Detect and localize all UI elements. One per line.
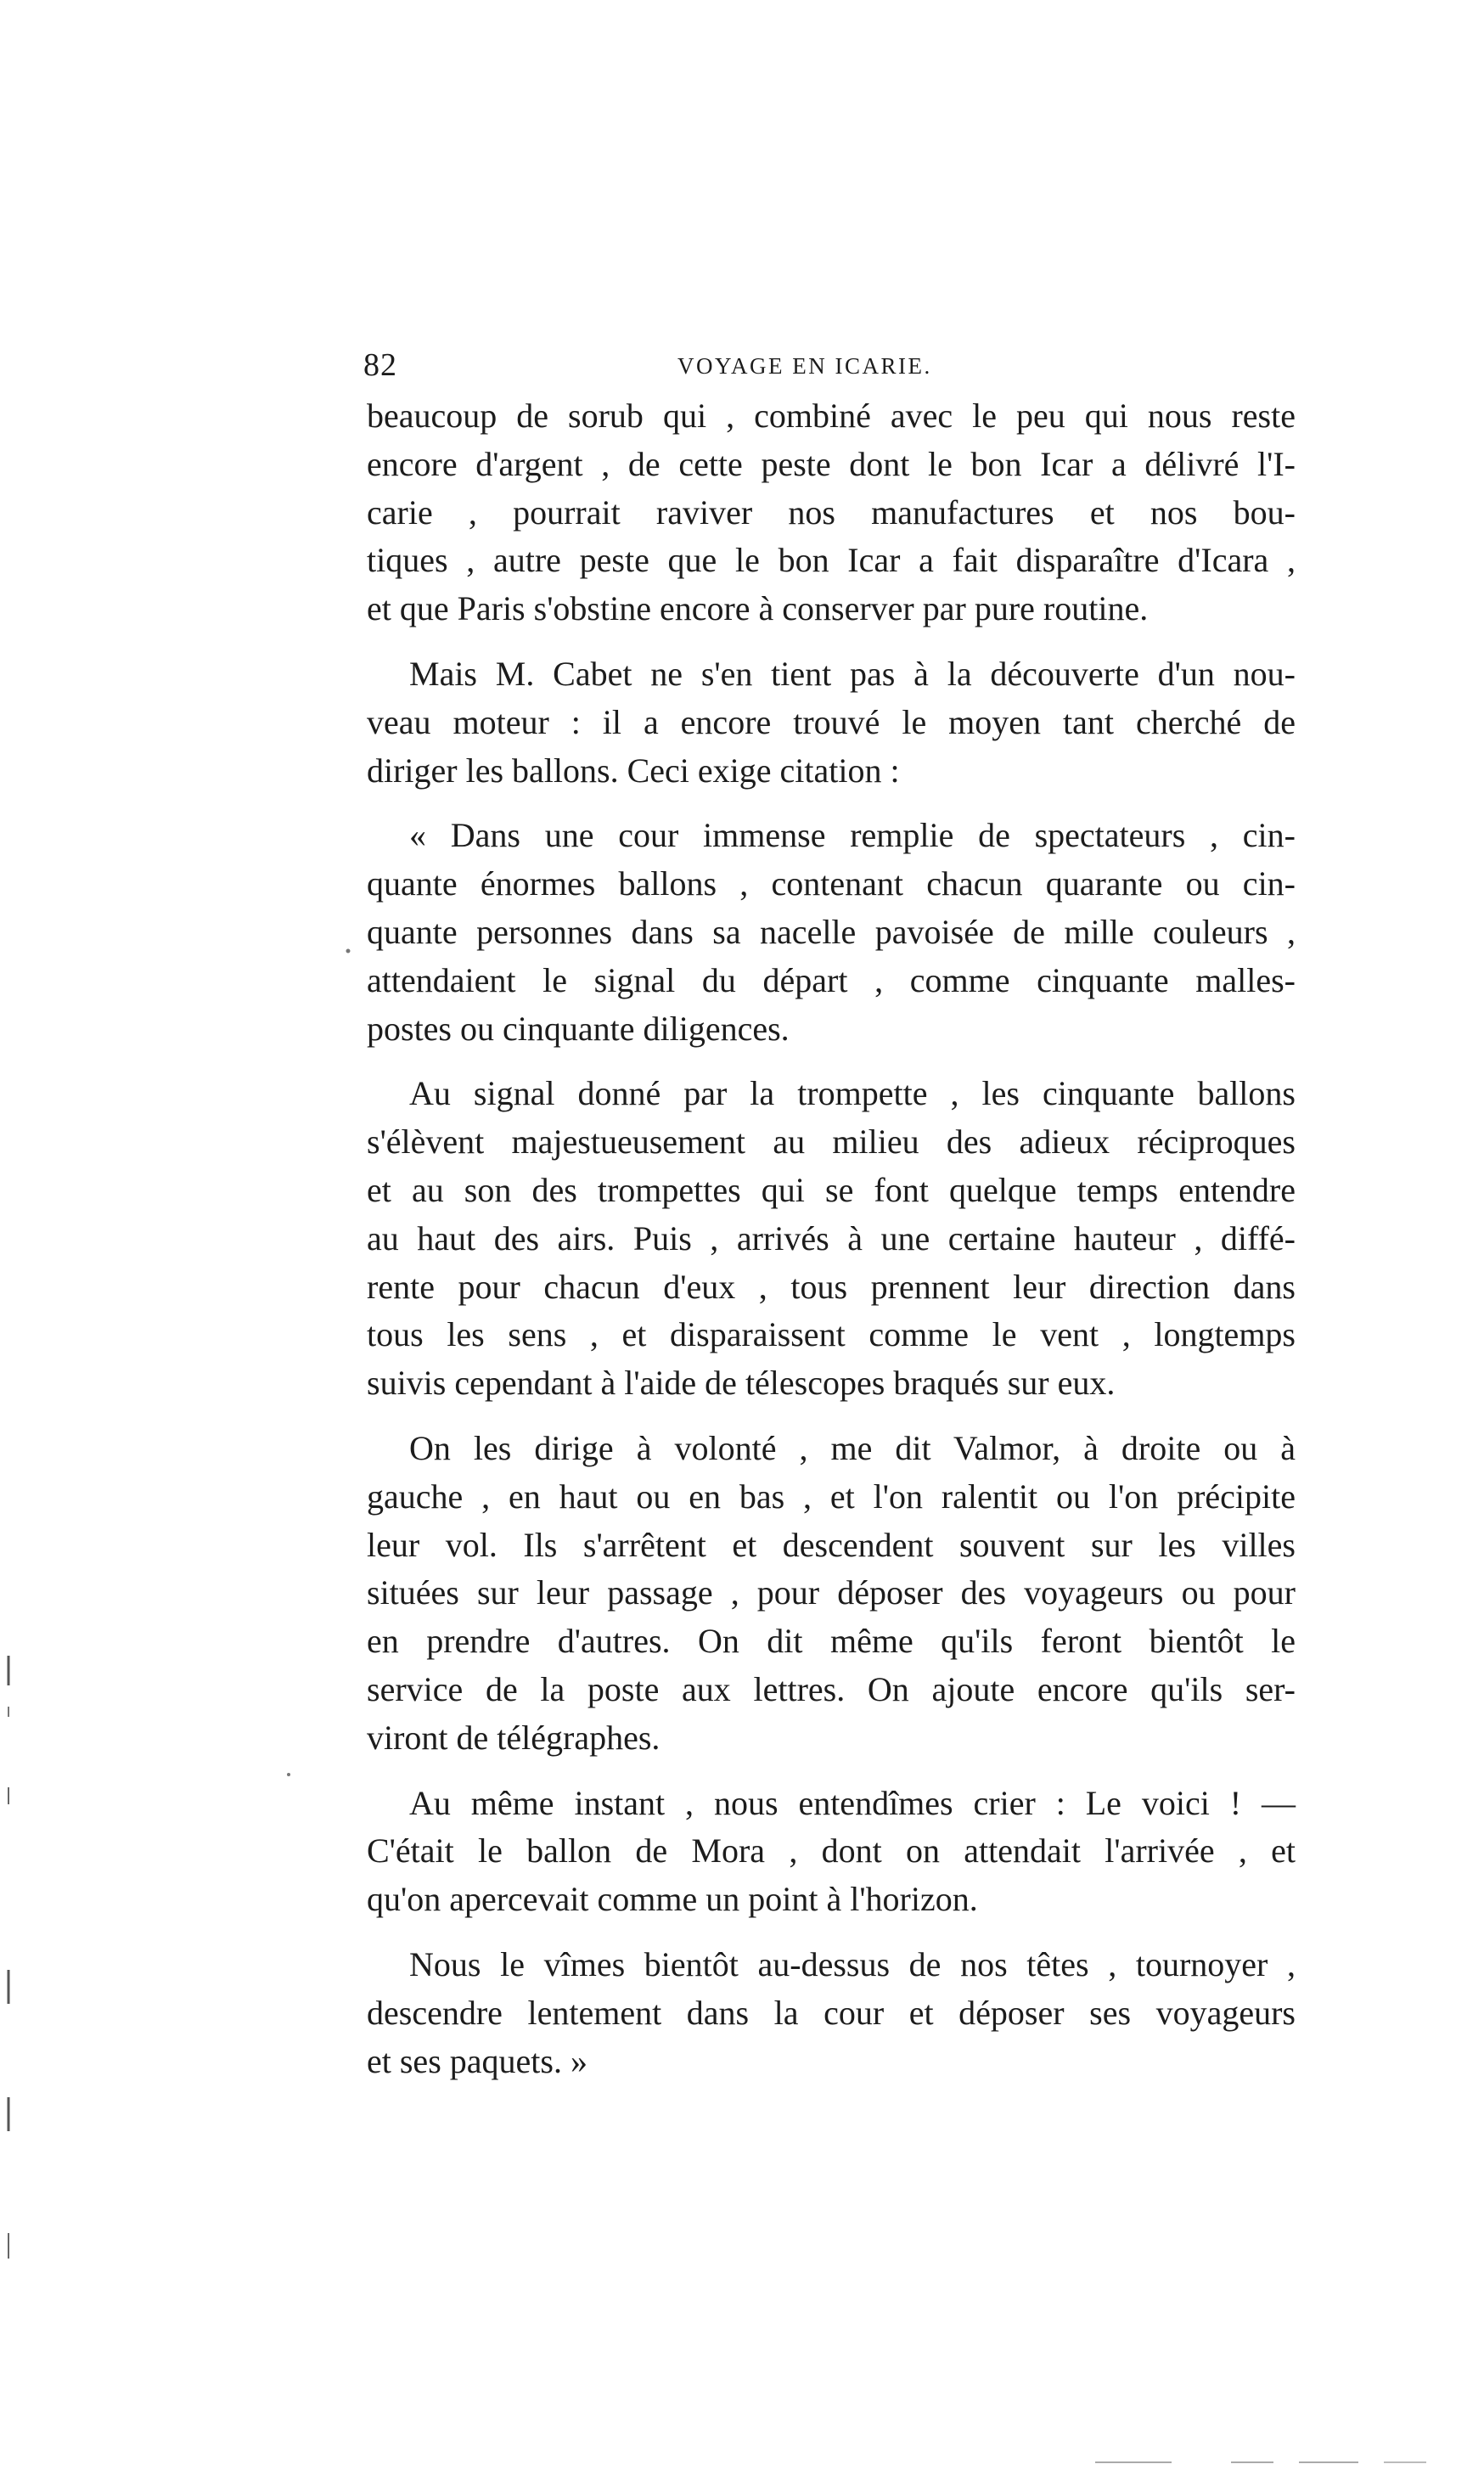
text-line: leur vol. Ils s'arrêtent et descendent souvent sur les villes <box>367 1525 1296 1564</box>
text-line: et que Paris s'obstine encore à conserver par pure routine. <box>367 589 1149 628</box>
body-text <box>367 392 1296 2102</box>
text-line: diriger les ballons. Ceci exige citation : <box>367 751 900 790</box>
page-header <box>363 344 1297 386</box>
text-line: « Dans une cour immense remplie de spectateurs , cin- <box>409 816 1296 855</box>
text-line: et ses paquets. » <box>367 2041 587 2080</box>
text-line: Au signal donné par la trompette , les cinquante ballons <box>409 1074 1296 1113</box>
text-line: encore d'argent , de cette peste dont le bon Icar a délivré l'I- <box>367 444 1296 483</box>
running-head: VOYAGE EN ICARIE. <box>677 353 932 379</box>
text-line: s'élèvent majestueusement au milieu des adieux réciproques <box>367 1122 1296 1162</box>
paragraph-5 <box>367 1425 1296 1763</box>
text-line: attendaient le signal du départ , comme cinquante malles- <box>367 960 1296 999</box>
text-line: gauche , en haut ou en bas , et l'on ralentit ou l'on précipite <box>367 1477 1296 1516</box>
paragraph-7 <box>367 1941 1296 2085</box>
text-line: au haut des airs. Puis , arrivés à une certaine hauteur , diffé- <box>367 1218 1296 1257</box>
text-line: rente pour chacun d'eux , tous prennent leur direction dans <box>367 1267 1296 1306</box>
page-number: 82 <box>363 347 397 383</box>
text-line: qu'on apercevait comme un point à l'horizon. <box>367 1880 978 1919</box>
text-line: et au son des trompettes qui se font quelque temps entendre <box>367 1170 1296 1209</box>
scan-dot <box>346 949 351 954</box>
text-line: service de la poste aux lettres. On ajoute encore qu'ils ser- <box>367 1669 1296 1708</box>
paragraph-4 <box>367 1070 1296 1408</box>
text-line: C'était le ballon de Mora , dont on attendait l'arrivée , et <box>367 1831 1296 1871</box>
text-line: viront de télégraphes. <box>367 1718 660 1757</box>
text-line: On les dirige à volonté , me dit Valmor, à droite ou à <box>409 1428 1296 1467</box>
text-line: descendre lentement dans la cour et déposer ses voyageurs <box>367 1993 1296 2032</box>
scan-dot <box>287 1773 290 1776</box>
paragraph-6 <box>367 1780 1296 1924</box>
paragraph-3-quotation <box>367 812 1296 1053</box>
text-line: tous les sens , et disparaissent comme le vent , longtemps <box>367 1315 1296 1354</box>
text-line: Nous le vîmes bientôt au-dessus de nos têtes , tournoyer , <box>409 1944 1296 1983</box>
text-line: tiques , autre peste que le bon Icar a fait disparaître d'Icara , <box>367 541 1296 580</box>
paragraph-1 <box>367 392 1296 633</box>
text-line: carie , pourrait raviver nos manufactures et nos bou- <box>367 492 1296 532</box>
text-line: postes ou cinquante diligences. <box>367 1009 790 1048</box>
text-line: situées sur leur passage , pour déposer des voyageurs ou pour <box>367 1573 1296 1612</box>
text-line: veau moteur : il a encore trouvé le moyen tant cherché de <box>367 702 1296 741</box>
text-line: Au même instant , nous entendîmes crier : Le voici ! — <box>409 1783 1296 1822</box>
text-line: suivis cependant à l'aide de télescopes braqués sur eux. <box>367 1364 1116 1403</box>
paragraph-2 <box>367 650 1296 795</box>
text-line: quante énormes ballons , contenant chacun quarante ou cin- <box>367 864 1296 903</box>
text-line: quante personnes dans sa nacelle pavoisée de mille couleurs , <box>367 912 1296 951</box>
text-line: Mais M. Cabet ne s'en tient pas à la découverte d'un nou- <box>409 654 1296 693</box>
text-line: en prendre d'autres. On dit même qu'ils feront bientôt le <box>367 1622 1296 1661</box>
text-line: beaucoup de sorub qui , combiné avec le peu qui nous reste <box>367 397 1296 435</box>
